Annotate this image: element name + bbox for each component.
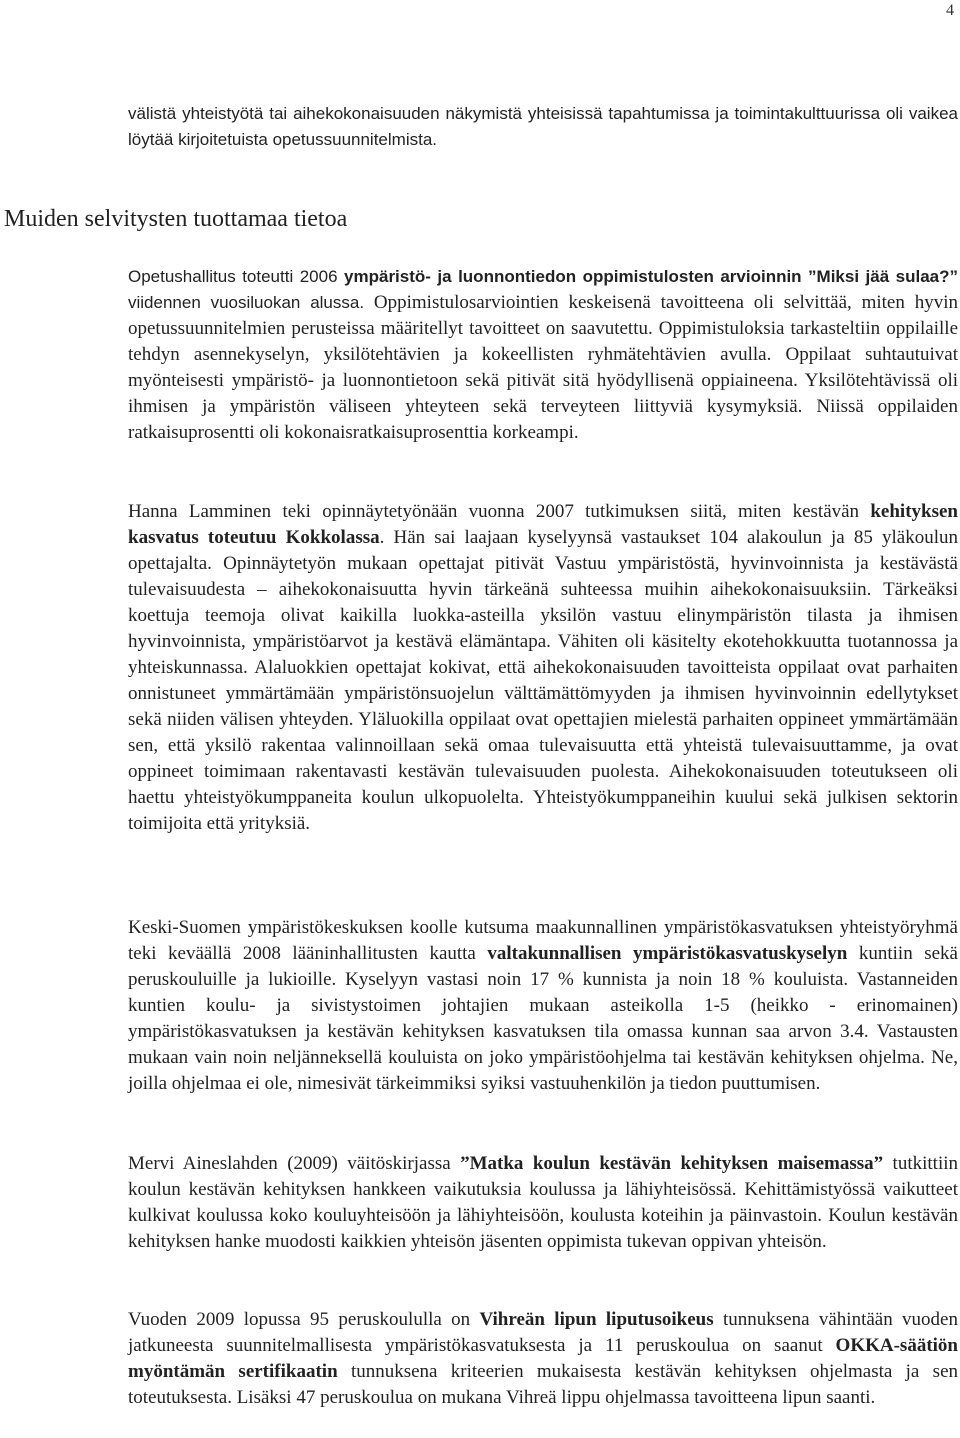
aineslahden-text-2: tutkittiin koulun kestävän kehityksen hankkeen vaikutuksia koulussa ja lähiyhteisössä. Kehittämistyössä vaikutteet kulkivat koulussa koko kouluyhteisöön ja lähiyhteisöön, koulusta koteihin ja päinvastoin. Koulun kestävän kehityksen hanke muodosti kaikkien yhteisön jäsenten oppimista tukevan oppivan yhteisön. xyxy=(128,1153,959,1252)
keski-suomi-text-2: kuntiin sekä peruskouluille ja lukioille. Kyselyyn vastasi noin 17 % kunnista ja noin 18 % kouluista. Vastanneiden kuntien koulu- ja sivistystoimen johtajien mukaan asteikolla 1-5 (heikko - erinomainen) ympäristökasvatuksen ja kestävän kehityksen kasvatuksen tila omassa kunnan saa arvon 3.4. Vastausten mukaan vain noin neljänneksellä kouluista on joko ympäristöohjelma tai kestävän kehityksen ohjelma. Ne, joilla ohjelmaa ei ole, nimesivät tärkeimmiksi syiksi vastuuhenkilön ja tiedon puuttumisen. xyxy=(128,943,958,1094)
opetushallitus-text-3: Oppimistulosarviointien keskeisenä tavoitteena oli selvittää, miten hyvin opetussuunnitelmien perusteissa määritellyt tavoitteet on saavutettu. Oppimistuloksia tarkasteltiin oppilaille tehdyn asennekyselyn, yksilötehtävien ja kokeellisten ryhmätehtävien avulla. Oppilaat suhtautuivat myönteisesti ympäristö- ja luonnontietoon sekä pitivät sitä hyödyllisenä oppiaineena. Yksilötehtävissä oli ihmisen ja ympäristön väliseen yhteyteen sekä terveyteen liittyviä kysymyksiä. Niissä oppilaiden ratkaisuprosentti oli kokonaisratkaisuprosenttia korkeampi. xyxy=(128,292,958,443)
opetushallitus-text-2: viidennen vuosiluokan alussa. xyxy=(128,293,365,312)
keski-suomi-text-1: Keski-Suomen ympäristökeskuksen koolle kutsuma maakunnallinen ympäristökasvatuksen yhteistyöryhmä teki keväällä 2008 lääninhallitusten kautta xyxy=(128,917,958,964)
page-number: 4 xyxy=(946,2,954,19)
survey-title: valtakunnallisen ympäristökasvatuskyselyn xyxy=(487,943,848,964)
aineslahden-text-1: Mervi Aineslahden (2009) väitöskirjassa xyxy=(128,1153,461,1174)
opetushallitus-text-1: Opetushallitus toteutti 2006 xyxy=(128,267,345,286)
aineslahden-paragraph xyxy=(128,1151,958,1255)
vihrea-lippu-paragraph xyxy=(128,1307,958,1411)
intro-paragraph: välistä yhteistyötä tai aihekokonaisuuden näkymistä yhteisissä tapahtumissa ja toimintakulttuurissa oli vaikea löytää kirjoitetuista opetussuunnitelmista. xyxy=(128,104,958,149)
okka-certificate-title: OKKA-säätiön myöntämän sertifikaatin xyxy=(128,1335,958,1382)
kokkola-study-title: kehityksen kasvatus toteutuu Kokkolassa xyxy=(128,501,958,548)
lamminen-text-1: Hanna Lamminen teki opinnäytetyönään vuonna 2007 tutkimuksen siitä, miten kestävän xyxy=(128,501,871,522)
vihrea-text-1: Vuoden 2009 lopussa 95 peruskoululla on xyxy=(128,1309,480,1330)
section-heading: Muiden selvitysten tuottamaa tietoa xyxy=(4,206,348,232)
green-flag-title: Vihreän lipun liputusoikeus xyxy=(479,1309,714,1330)
vihrea-text-2: tunnuksena vähintään vuoden jatkuneesta suunnitelmallisesta ympäristökasvatuksesta ja 11 peruskoulua on saanut xyxy=(128,1309,958,1356)
opetushallitus-paragraph xyxy=(128,264,958,446)
keski-suomi-paragraph xyxy=(128,915,958,1097)
vihrea-text-3: tunnuksena kriteerien mukaisesta kestävän kehityksen ohjelmasta ja sen toteutuksesta. Lisäksi 47 peruskoulua on mukana Vihreä lippu ohjelmassa tavoitteena lipun saanti. xyxy=(128,1361,959,1408)
miksi-jaa-sulaa-title: ympäristö- ja luonnontiedon oppimistulosten arvioinnin ”Miksi jää sulaa?” xyxy=(344,267,959,286)
dissertation-title: ”Matka koulun kestävän kehityksen maisemassa” xyxy=(460,1153,884,1174)
lamminen-text-2: . Hän sai laajaan kyselyynsä vastaukset 104 alakoulun ja 85 yläkoulun opettajalta. Opinnäytetyön mukaan opettajat pitivät Vastuu ympäristöstä, hyvinvoinnista ja kestävästä tulevaisuudesta – aihekokonaisuutta hyvin tärkeänä suhteessa muihin aihekokonaisuuksiin. Tärkeäksi koettuja teemoja olivat kaikilla luokka-asteilla yksilön vastuu elinympäristön tilasta ja ihmisen hyvinvoinnista, ympäristöarvot ja kestävä elämäntapa. Vähiten oli käsitelty ekotehokkuutta tuotannossa ja yhteiskunnassa. Alaluokkien opettajat kokivat, että aihekokonaisuuden tavoitteista oppilaat ovat parhaiten onnistuneet ymmärtämään ympäristönsuojelun välttämättömyyden ja ihmisen hyvinvoinnin edellytykset sekä niiden välisen yhteyden. Yläluokilla oppilaat ovat opettajien mielestä parhaiten oppineet ymmärtämään sen, että yksilö rakentaa valinnoillaan sekä omaa tulevaisuutta että yhteistä tulevaisuuttamme, ja ovat oppineet toimimaan rakentavasti kestävän tulevaisuuden puolesta. Aihekokonaisuuden toteutukseen oli haettu yhteistyökumppaneita koulun ulkopuolelta. Yhteistyökumppaneihin kuului sekä julkisen sektorin toimijoita että yrityksiä. xyxy=(128,527,958,834)
lamminen-paragraph xyxy=(128,499,958,837)
